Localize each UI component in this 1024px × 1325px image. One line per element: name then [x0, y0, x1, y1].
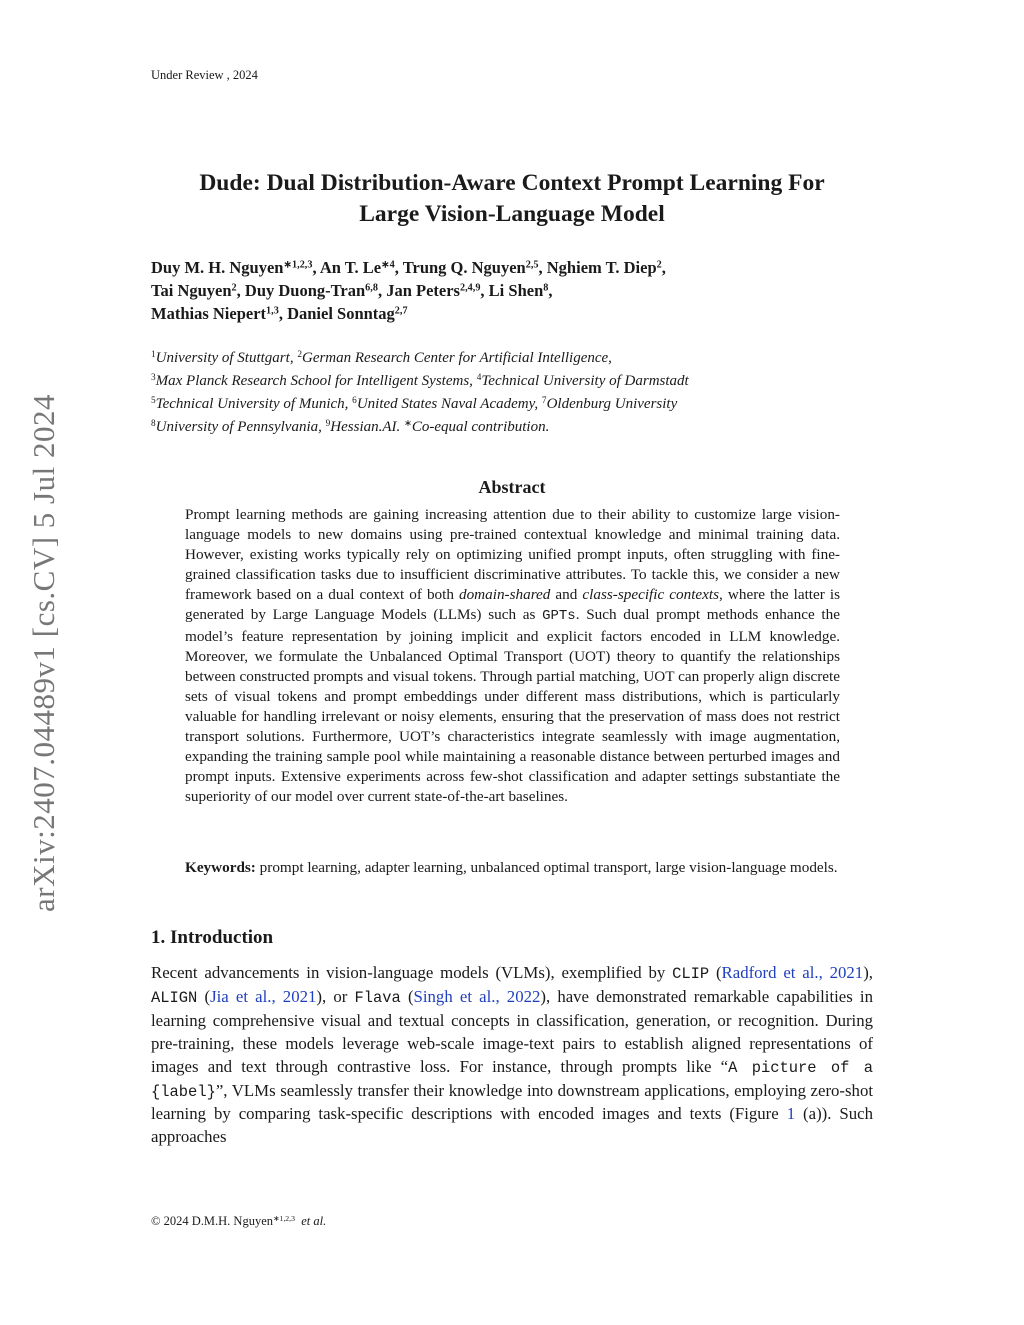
citation-link-singh[interactable]: Singh et al., 2022	[413, 986, 541, 1006]
author-line-1	[151, 256, 891, 279]
keywords-text: prompt learning, adapter learning, unbalanced optimal transport, large vision-language models.	[255, 859, 838, 876]
author-name: Duy M. H. Nguyen	[151, 258, 284, 277]
body-text: (	[197, 986, 211, 1006]
abstract-text: , where the latter is generated by Large Language Models (LLMs) such as	[185, 586, 841, 624]
author-separator: ,	[538, 258, 547, 277]
introduction-paragraph	[151, 962, 873, 1149]
abstract-emphasis: domain-shared	[458, 586, 551, 604]
author-affiliation-marks: 2,5	[525, 259, 539, 271]
author-name: Li Shen	[488, 281, 544, 300]
abstract-text: Prompt learning methods are gaining increasing attention due to their ability to customize large vision-language models to new domains using pre-trained contextual knowledge and minimal training data. However, existing works typically rely on optimizing unified prompt inputs, often struggling with fine-grained classification tasks due to insufficient discriminative attributes. To tackle this, we consider a new framework based on a dual context of both	[185, 506, 840, 604]
citation-link-jia[interactable]: Jia et al., 2021	[210, 986, 317, 1006]
author-separator: ,	[661, 258, 666, 277]
affiliation-mark: ∗	[404, 418, 412, 429]
author-affiliation-marks: ∗4	[381, 259, 395, 271]
affiliation-text: University of Pennsylvania,	[155, 419, 326, 435]
author-separator: ,	[480, 281, 489, 300]
body-text: ), or	[316, 986, 355, 1006]
code-term-flava: Flava	[354, 988, 401, 1007]
affiliation-line	[151, 347, 891, 370]
copyright-affiliation-marks: ∗1,2,3	[273, 1213, 295, 1223]
affiliation-text: Max Planck Research School for Intelligent Systems,	[155, 373, 477, 389]
affiliation-text: Hessian.AI.	[330, 419, 405, 435]
affiliation-mark: 7	[541, 395, 547, 406]
body-text: ),	[863, 963, 873, 982]
author-separator: ,	[377, 281, 387, 300]
copyright-etal: et al.	[301, 1214, 327, 1228]
author-name: An T. Le	[319, 258, 382, 277]
affiliation-text: University of Stuttgart,	[155, 350, 298, 366]
affiliation-line	[151, 370, 891, 393]
author-affiliation-marks: 2	[656, 259, 662, 271]
title-line-2: Large Vision-Language Model	[359, 201, 665, 227]
code-prompt-template: A picture of a {label}	[151, 1058, 873, 1101]
author-separator: ,	[394, 258, 403, 277]
author-affiliation-marks: 6,8	[365, 282, 378, 294]
body-text: ”, VLMs seamlessly transfer their knowledge into downstream applications, employing zero-shot learning by comparing task-specific descriptions with encoded images and texts (Figure	[151, 1080, 873, 1124]
affiliation-text: German Research Center for Artificial Intelligence,	[301, 350, 612, 366]
author-separator: ,	[312, 258, 320, 277]
author-name: Trung Q. Nguyen	[402, 258, 526, 277]
author-name: Tai Nguyen	[151, 281, 232, 300]
body-text: Recent advancements in vision-language models (VLMs), exemplified by	[151, 963, 673, 982]
affiliation-text: Oldenburg University	[546, 396, 678, 412]
author-name: Duy Duong-Tran	[244, 281, 366, 300]
running-header: Under Review , 2024	[151, 68, 258, 82]
author-line-3	[151, 302, 891, 325]
author-separator: ,	[548, 281, 553, 300]
author-affiliation-marks: ∗1,2,3	[283, 259, 313, 271]
citation-link-radford[interactable]: Radford et al., 2021	[721, 963, 864, 982]
affiliation-text: Technical University of Munich,	[155, 396, 353, 412]
affiliation-mark: 9	[325, 418, 331, 429]
paper-title	[0, 168, 1024, 230]
author-affiliation-marks: 2,7	[394, 305, 408, 317]
author-affiliation-marks: 8	[543, 282, 549, 294]
body-text: (a)). Such approaches	[151, 1104, 873, 1147]
abstract-text: . Such dual prompt methods enhance the model’s feature representation by joining implicit and explicit factors encoded in LLM knowledge. Moreover, we formulate the Unbalanced Optimal Transport (UOT) theory to quantify the relationships between constructed prompts and visual tokens. Through partial matching, UOT can properly align discrete sets of visual tokens and prompt embeddings under different mass distributions, which is particularly valuable for handling irrelevant or noisy elements, ensuring that the preservation of mass does not restrict transport solutions. Furthermore, UOT’s characteristics integrate seamlessly with image augmentation, expanding the training sample pool while maintaining a reasonable distance between perturbed images and prompt inputs. Extensive experiments across few-shot classification and adapter settings substantiate the superiority of our model over current state-of-the-art baselines.	[185, 606, 840, 806]
code-term-align: ALIGN	[151, 988, 198, 1007]
abstract-heading: Abstract	[478, 477, 546, 497]
affiliation-mark: 6	[352, 395, 357, 406]
affiliation-mark: 3	[151, 372, 156, 383]
abstract-code-term: GPTs	[542, 608, 576, 625]
author-separator: ,	[278, 304, 288, 323]
keywords	[185, 858, 840, 878]
affiliation-mark: 4	[476, 372, 482, 383]
affiliation-list	[151, 347, 891, 439]
body-text: ), have demonstrated remarkable capabilities in learning comprehensive visual and textual concepts in classification, generation, or recognition. During pre-training, these models leverage web-scale image-text pairs to establish aligned representations of images and text through contrastive loss. For instance, through prompts like “	[151, 986, 873, 1076]
affiliation-line	[151, 393, 891, 416]
author-affiliation-marks: 2,4,9	[459, 282, 481, 294]
author-affiliation-marks: 2	[231, 282, 237, 294]
section-heading-introduction: 1. Introduction	[151, 927, 274, 948]
affiliation-mark: 5	[151, 395, 156, 406]
copyright-footer	[151, 1214, 326, 1229]
author-line-2	[151, 279, 891, 302]
affiliation-text: Co-equal contribution.	[411, 419, 550, 435]
author-name: Jan Peters	[386, 281, 460, 300]
copyright-text: © 2024 D.M.H. Nguyen	[151, 1214, 273, 1228]
affiliation-text: Technical University of Darmstadt	[481, 373, 689, 389]
body-text: (	[400, 986, 414, 1006]
body-text: (	[709, 963, 722, 982]
author-list	[151, 256, 891, 325]
author-name: Nghiem T. Diep	[546, 258, 657, 277]
author-name: Mathias Niepert	[151, 304, 267, 323]
affiliation-mark: 1	[151, 349, 156, 360]
author-name: Daniel Sonntag	[287, 304, 395, 323]
author-separator: ,	[236, 281, 245, 300]
affiliation-text: United States Naval Academy,	[356, 396, 542, 412]
abstract-emphasis: class-specific contexts	[582, 586, 720, 604]
code-term-clip: CLIP	[672, 965, 710, 983]
arxiv-identifier-stamp	[18, 378, 70, 928]
author-affiliation-marks: 1,3	[266, 305, 279, 317]
title-line-1: Dude: Dual Distribution-Aware Context Prompt Learning For	[199, 170, 825, 196]
arxiv-stamp-text: arXiv:2407.04489v1 [cs.CV] 5 Jul 2024	[26, 394, 61, 912]
affiliation-line	[151, 416, 891, 439]
keywords-label: Keywords:	[185, 859, 256, 876]
abstract-body	[185, 505, 840, 807]
affiliation-mark: 8	[151, 418, 156, 429]
affiliation-mark: 2	[297, 349, 302, 360]
abstract-text: and	[550, 586, 583, 604]
figure-reference-link[interactable]: 1	[786, 1104, 796, 1124]
